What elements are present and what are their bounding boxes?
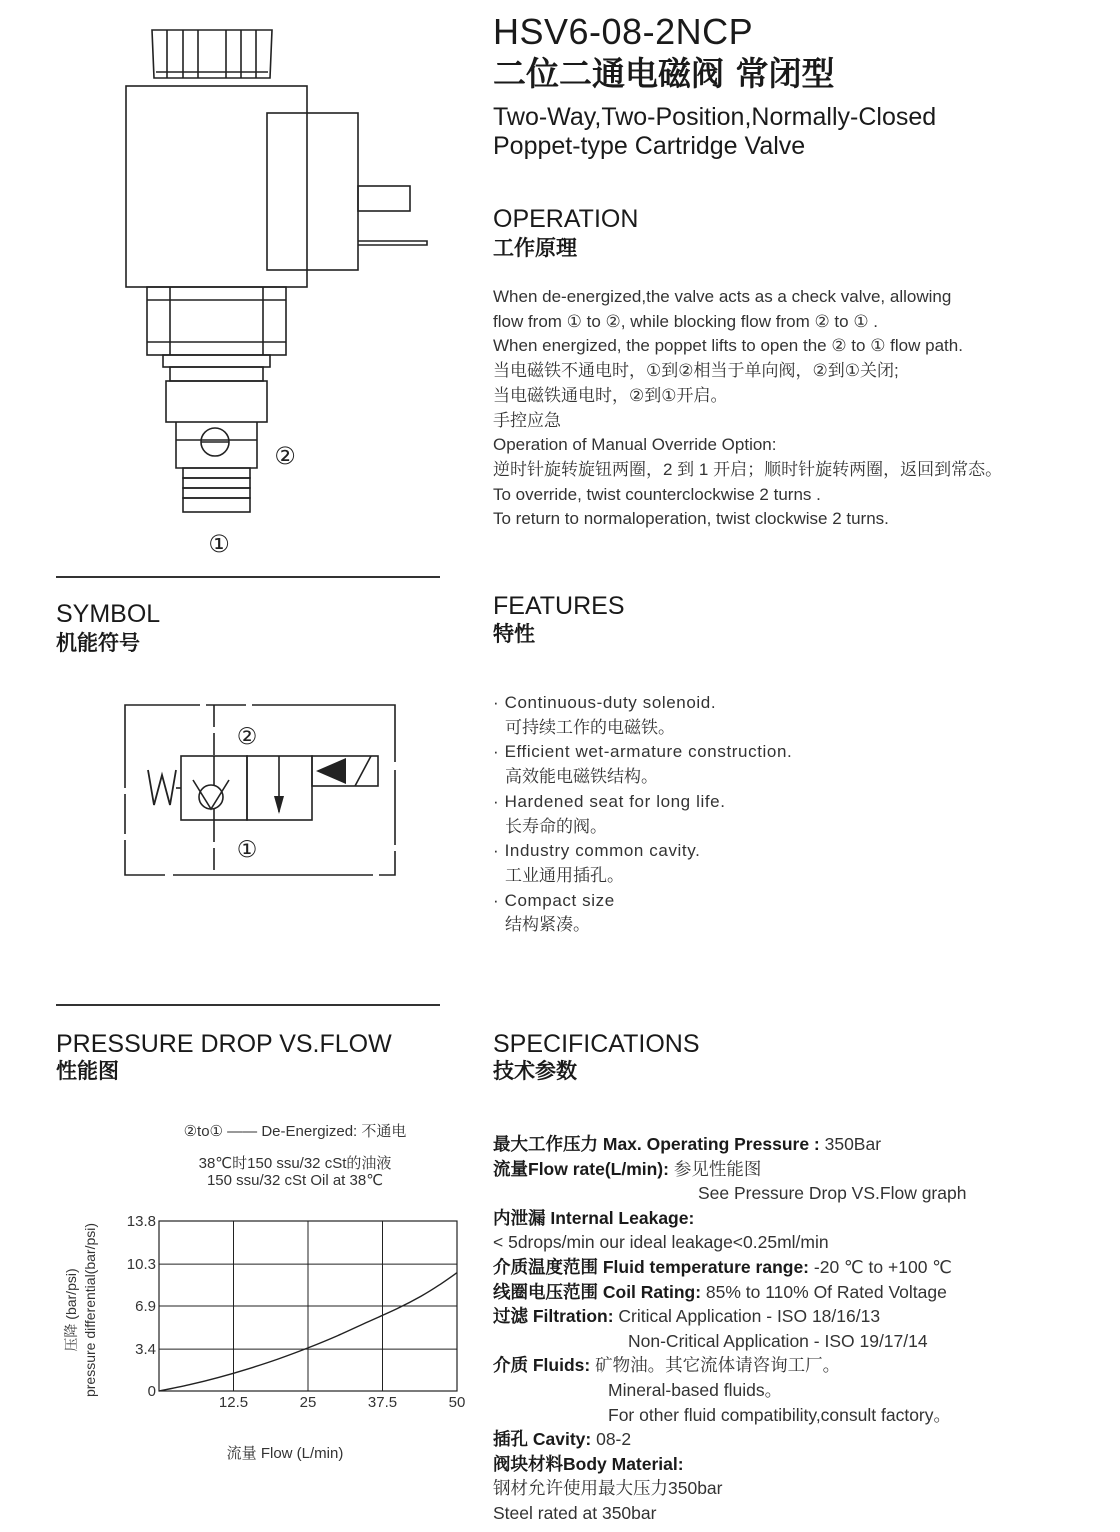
- spec-body-value-en: Steel rated at 350bar: [493, 1502, 657, 1523]
- spec-label: 介质 Fluids:: [493, 1355, 591, 1376]
- operation-heading-cn: 工作原理: [493, 236, 577, 260]
- product-title-en-line-2: Poppet-type Cartridge Valve: [493, 132, 806, 160]
- specifications-list: [493, 1132, 966, 1526]
- feature-item: · Hardened seat for long life.: [493, 791, 726, 811]
- valve-cross-section-drawing: [100, 20, 440, 565]
- feature-item-cn: 结构紧凑。: [505, 915, 590, 935]
- chart-x-tick-label: 50: [448, 1394, 466, 1411]
- specifications-heading-cn: 技术参数: [493, 1059, 577, 1083]
- spec-flow-rate-cont: See Pressure Drop VS.Flow graph: [698, 1183, 967, 1204]
- spec-label: 过滤 Filtration:: [493, 1306, 614, 1327]
- spec-value: 矿物油。其它流体请咨询工厂。: [590, 1355, 841, 1376]
- features-heading: FEATURES: [493, 592, 625, 620]
- feature-text: Industry common cavity.: [504, 841, 701, 861]
- symbol-port-1-label: ①: [236, 836, 258, 862]
- spec-fluids-cont: Mineral-based fluids。: [608, 1379, 783, 1400]
- feature-item-cn: 可持续工作的电磁铁。: [505, 717, 675, 737]
- operation-line: When energized, the poppet lifts to open the ② to ① flow path.: [493, 336, 963, 356]
- operation-line: 当电磁铁通电时，②到①开启。: [493, 385, 728, 405]
- spec-coil-rating: [493, 1280, 966, 1305]
- spec-value: 85% to 110% Of Rated Voltage: [701, 1281, 947, 1302]
- feature-text: Continuous-duty solenoid.: [504, 693, 717, 712]
- specifications-heading: SPECIFICATIONS: [493, 1030, 700, 1058]
- spec-label: 最大工作压力 Max. Operating Pressure :: [493, 1134, 820, 1154]
- chart-y-tick-label: 13.8: [126, 1213, 156, 1230]
- product-title-en-line-1: Two-Way,Two-Position,Normally-Closed: [493, 103, 937, 131]
- feature-item: · Efficient wet-armature construction.: [493, 742, 793, 762]
- spec-fluids: [493, 1353, 966, 1378]
- chart-y-axis-label-cn: 压降 (bar/psi): [63, 1268, 79, 1352]
- feature-text: Compact size: [504, 890, 615, 910]
- product-model: HSV6-08-2NCP: [493, 11, 754, 52]
- spec-cavity: [493, 1427, 966, 1452]
- spec-label: 流量Flow rate(L/min):: [493, 1158, 669, 1179]
- spec-label: 插孔 Cavity:: [493, 1429, 592, 1450]
- chart-x-tick-label: 25: [299, 1394, 317, 1411]
- feature-text: Hardened seat for long life.: [504, 791, 726, 811]
- valve-port-2-label: ②: [274, 443, 296, 470]
- feature-text: Efficient wet-armature construction.: [504, 742, 793, 762]
- product-title-cn: 二位二通电磁阀 常闭型: [493, 54, 835, 93]
- feature-item: · Continuous-duty solenoid.: [493, 693, 717, 712]
- chart-x-tick-label: 12.5: [218, 1394, 249, 1411]
- chart-note-cn: 38℃时150 ssu/32 cSt的油液: [198, 1155, 392, 1172]
- spec-value: Critical Application - ISO 18/16/13: [613, 1306, 881, 1327]
- feature-item: · Compact size: [493, 890, 615, 910]
- chart-x-tick-label: 37.5: [367, 1394, 398, 1411]
- spec-max-pressure: [493, 1132, 966, 1157]
- product-title-en: [493, 103, 936, 161]
- symbol-heading: SYMBOL: [56, 600, 161, 628]
- hydraulic-symbol: [110, 695, 410, 885]
- spec-body-value-cn: 钢材允许使用最大压力350bar: [493, 1478, 723, 1499]
- symbol-heading-cn: 机能符号: [56, 631, 140, 655]
- features-heading-cn: 特性: [493, 622, 535, 646]
- spec-value: -20 ℃ to +100 ℃: [809, 1256, 952, 1277]
- operation-line: To return to normaloperation, twist clockwise 2 turns.: [493, 509, 889, 529]
- section-divider: [56, 576, 440, 578]
- chart-legend: ②to① —— De-Energized: 不通电: [183, 1123, 407, 1140]
- spec-value: 350Bar: [819, 1134, 882, 1154]
- spec-fluids-cont: For other fluid compatibility,consult factory。: [608, 1404, 952, 1425]
- spec-temperature: [493, 1255, 966, 1280]
- chart-x-axis-label: 流量 Flow (L/min): [226, 1445, 344, 1462]
- spec-value: 08-2: [591, 1429, 632, 1450]
- spec-filtration: [493, 1304, 966, 1329]
- chart-y-axis-label: pressure differential(bar/psi): [82, 1222, 98, 1398]
- operation-line: 逆时针旋转旋钮两圈，2 到 1 开启；顺时针旋转两圈，返回到常态。: [493, 459, 1003, 479]
- chart-y-tick-label: 10.3: [126, 1256, 156, 1274]
- spec-leakage-value: < 5drops/min our ideal leakage<0.25ml/min: [493, 1232, 829, 1253]
- operation-line: When de-energized,the valve acts as a check valve, allowing: [493, 287, 952, 306]
- chart-y-tick-label: 0: [147, 1383, 156, 1400]
- operation-line: 当电磁铁不通电时，①到②相当于单向阀，②到①关闭;: [493, 361, 899, 381]
- spec-label: 线圈电压范围 Coil Rating:: [493, 1281, 702, 1302]
- operation-heading: OPERATION: [493, 205, 639, 233]
- valve-port-1-label: ①: [208, 531, 230, 558]
- features-list: [493, 691, 792, 938]
- chart-y-tick-label: 3.4: [135, 1341, 156, 1359]
- spec-internal-leakage: [493, 1206, 966, 1231]
- symbol-port-2-label: ②: [236, 723, 258, 749]
- spec-value: 参见性能图: [668, 1158, 762, 1179]
- operation-line: Operation of Manual Override Option:: [493, 435, 777, 455]
- spec-label: 内泄漏 Internal Leakage:: [493, 1207, 695, 1228]
- feature-item-cn: 长寿命的阀。: [505, 816, 607, 836]
- operation-line: To override, twist counterclockwise 2 turns .: [493, 484, 821, 504]
- operation-line: flow from ① to ②, while blocking flow from ② to ① .: [493, 311, 879, 331]
- feature-item-cn: 工业通用插孔。: [505, 865, 624, 885]
- operation-description: [493, 285, 1002, 532]
- spec-label: 介质温度范围 Fluid temperature range:: [493, 1256, 810, 1277]
- chart-note-en: 150 ssu/32 cSt Oil at 38℃: [206, 1172, 384, 1189]
- spec-flow-rate: [493, 1157, 966, 1182]
- spec-label: 阀块材料Body Material:: [493, 1453, 684, 1474]
- operation-line: 手控应急: [493, 410, 561, 430]
- spec-body-material: [493, 1452, 966, 1477]
- feature-item-cn: 高效能电磁铁结构。: [505, 767, 658, 787]
- chart-y-tick-label: 6.9: [135, 1298, 156, 1315]
- pressure-drop-heading-cn: 性能图: [56, 1059, 119, 1083]
- pressure-drop-heading: PRESSURE DROP VS.FLOW: [56, 1030, 392, 1058]
- feature-item: · Industry common cavity.: [493, 841, 701, 861]
- pressure-drop-chart: [50, 1110, 470, 1470]
- section-divider: [56, 1004, 440, 1006]
- spec-filtration-cont: Non-Critical Application - ISO 19/17/14: [628, 1330, 928, 1351]
